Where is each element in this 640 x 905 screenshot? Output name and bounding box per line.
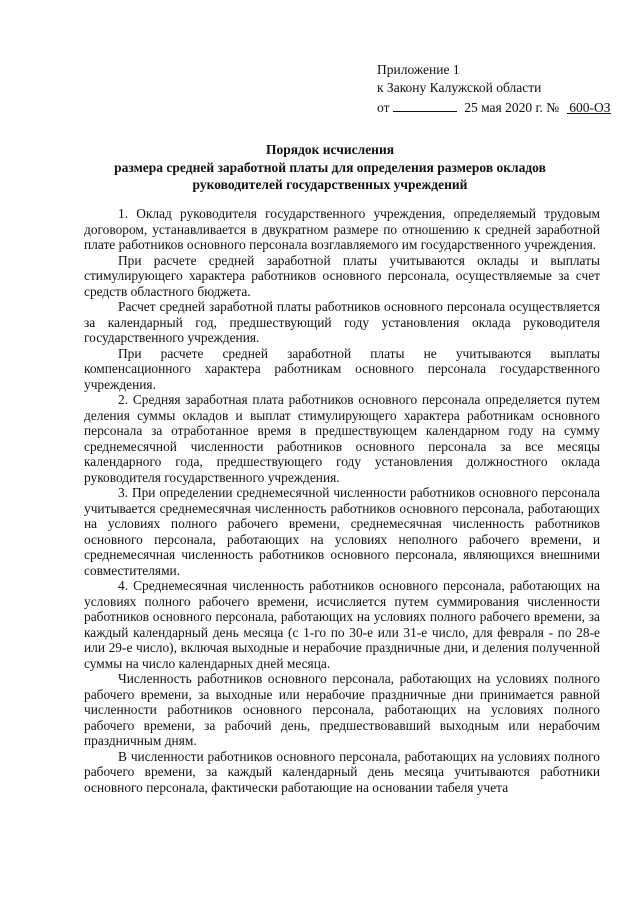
paragraph-1: 1. Оклад руководителя государственного учреждения, определяемый трудовым договором, устанавливается в двукратном размере по отношению к средней заработной плате работников основного персонала возглавляемого им государственного учреждения. bbox=[84, 206, 600, 252]
paragraph-2: При расчете средней заработной платы учитываются оклады и выплаты стимулирующего характера работников основного персонала, осуществляемые за счет средств областного бюджета. bbox=[84, 252, 600, 299]
paragraph-8: Численность работников основного персонала, работающих на условиях полного рабочего времени, за выходные или нерабочие праздничные дни принимается равной численности работников основного персонала, работающих на условиях полного рабочего времени, за рабочий день, предшествовавший выходным или нерабочим праздничным дням. bbox=[84, 671, 600, 748]
appendix-header bbox=[377, 61, 617, 117]
appendix-date: 25 мая 2020 г. bbox=[464, 100, 543, 115]
appendix-date-line bbox=[377, 97, 617, 117]
heading-line-2: размера средней заработной платы для определения размеров окладов bbox=[114, 159, 546, 175]
appendix-number: 600-ОЗ bbox=[567, 99, 611, 114]
appendix-number-label: № bbox=[546, 100, 560, 115]
appendix-title: Приложение 1 bbox=[377, 62, 460, 77]
paragraph-9: В численности работников основного персонала, работающих на условиях полного рабочего времени, за каждый календарный день месяца учитываются работники основного персонала, фактически работающие на основании табеля учета bbox=[84, 748, 600, 795]
document-heading bbox=[60, 141, 600, 194]
heading-line-3: руководителей государственных учреждений bbox=[192, 177, 468, 192]
paragraph-3: Расчет средней заработной платы работников основного персонала осуществляется за календарный год, предшествующий году установления оклада руководителя государственного учреждения. bbox=[84, 299, 600, 345]
paragraph-6: 3. При определении среднемесячной численности работников основного персонала учитывается среднемесячная численность работников основного персонала, работающих на условиях полного рабочего времени, среднемесячная численность работников основного персонала, работающих на условиях неполного рабочего времени, и среднемесячная численность работников основного персонала, являющихся внешними совместителями. bbox=[84, 485, 600, 578]
date-day-blank bbox=[393, 97, 457, 112]
appendix-from-label: от bbox=[377, 100, 390, 115]
paragraph-7: 4. Среднемесячная численность работников основного персонала, работающих на условиях полного рабочего времени, исчисляется путем суммирования численности работников основного персонала, работающих на условиях полного рабочего времени, за каждый календарный день месяца (с 1-го по 30-е или 31-е число, для февраля - по 28-е или 29-е число), включая выходные и нерабочие праздничные дни, и деления полученной суммы на число календарных дней месяца. bbox=[84, 578, 600, 671]
document-body bbox=[84, 206, 600, 795]
appendix-law-reference: к Закону Калужской области bbox=[377, 80, 542, 95]
paragraph-4: При расчете средней заработной платы не учитываются выплаты компенсационного характера работникам основного персонала государственного учреждения. bbox=[84, 345, 600, 392]
heading-line-1: Порядок исчисления bbox=[265, 142, 395, 157]
paragraph-5: 2. Средняя заработная плата работников основного персонала определяется путем деления суммы окладов и выплат стимулирующего характера работникам основного персонала за отработанное время в предшествующем календарном году на сумму среднемесячной численности работников основного персонала за все месяцы календарного года, предшествующего году установления должностного оклада руководителя государственного учреждения. bbox=[84, 392, 600, 485]
